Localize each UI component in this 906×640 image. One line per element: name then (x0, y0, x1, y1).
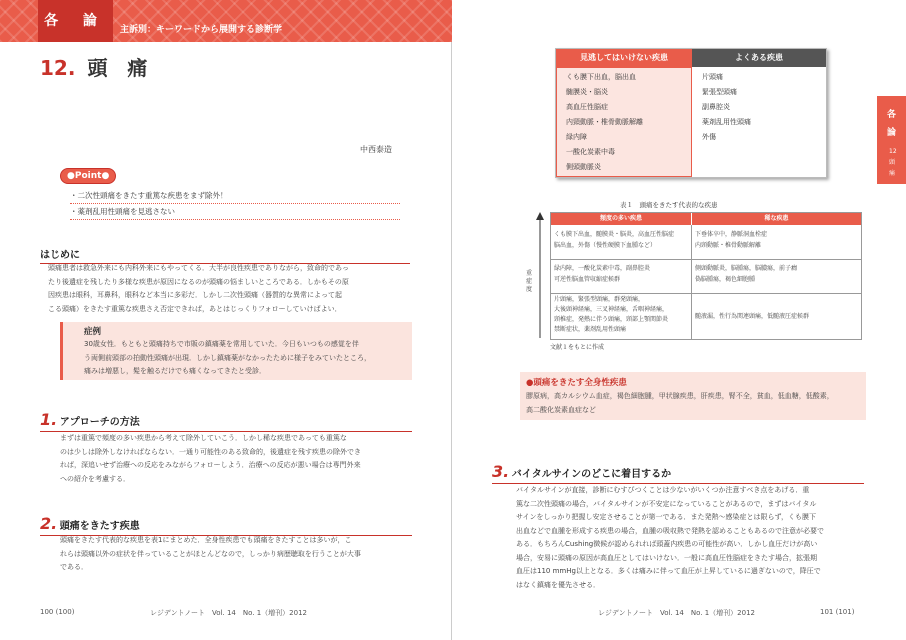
section2-heading: 2. 頭痛をきたす疾患 (40, 514, 412, 536)
header-subtitle: 主訴別：キーワードから展開する診断学 (120, 25, 283, 35)
table1-head-rare: 稀な疾患 (691, 213, 861, 225)
journal-footer: レジデントノート Vol. 14 No. 1（増刊）2012 (598, 609, 755, 617)
severity-label: 重症度 (526, 270, 533, 293)
table1-cell: 緑内障，一酸化炭素中毒，副鼻腔炎 可逆性脳血管収縮症候群 (554, 265, 651, 283)
table1 (550, 212, 862, 340)
point-item: ・二次性頭痛をきたす重篤な疾患をまず除外！ (70, 190, 400, 204)
point-item: ・薬剤乱用性頭痛を見逃さない (70, 206, 400, 220)
section-label: 各 論 (38, 0, 113, 42)
section3-body: バイタルサインが直接，診断にむすびつくことは少ないがいくつか注意すべき点をあげる．重 篤な二次性頭痛の場合，バイタルサインが不安定になっていることがあるので，まずはバイタル サインをしっかり把握し安定させることが第一である．また発熱～感染症とは限らず，くも膜下 出血などで血腫を形成する疾患の場合，血腫の吸収熱で発熱を認めることもあるので注意が必要で ある．もちろんCushing徴候が認められれば頭蓋内疾患の可能性が高い．しかし血圧だけが高い 場合，安易に頭痛の原因が高血圧としてはいけない．一般に高血圧性脳症をきたす場合，拡張期 血圧は110 mmHg以上となる．多くは痛みに伴って血圧が上昇しているに過ぎないので，降圧で はなく鎮痛を優先させる． (516, 486, 824, 589)
section2-body: 頭痛をきたす代表的な疾患を表1にまとめた．全身性疾患でも頭痛をきたすことは多いが，こ れらは頭痛以外の症状を伴っていることがほとんどなので，しっかり病歴聴取を行うことが大事 である． (60, 536, 361, 571)
table1-note: 文献１をもとに作成 (550, 344, 605, 351)
point-badge: ●Point● (60, 168, 116, 184)
section1-body: まずは重篤で頻度の多い疾患から考えて除外していこう．しかし稀な疾患であっても重篤な のは少しは除外しなければならない．一通り可能性のある致命的，後遺症を残す疾患の除外でき れば，深追いせず治療への反応をみながらフォローしよう．治療への反応が悪い場合は専門外来 への紹介を考慮する． (60, 434, 361, 483)
table1-cell: 片頭痛，緊張型頭痛，群発頭痛， 大後頭神経痛，三叉神経痛，舌咽神経痛， 頸椎症，発熱に伴う頭痛，頸部上顎関節炎 禁断症状，薬剤乱用性頭痛 (554, 296, 669, 333)
table1-cell: 髄液漏，性行為関連頭痛，低髄液圧症候群 (695, 313, 810, 320)
intro-body: 頭痛患者は救急外来にも内科外来にもやってくる．大半が良性疾患でありながら，致命的であっ たり後遺症を残したり多様な疾患が原因になるのが頭痛の悩ましいところである．しかもその原 因疾患は眼科，耳鼻科，眼科など本当に多彩だ．しかし二次性頭痛（器質的な異常によって起 こる頭痛）をきたす重篤な疾患さえ否定できれば，あとはじっくりフォローしていけばよい． (48, 264, 349, 313)
table1-cell: くも膜下出血，髄膜炎・脳炎，高血圧性脳症 脳出血，外傷（慢性硬膜下血腫など） (554, 231, 675, 249)
table1-cell: 下垂体卒中，静脈洞血栓症 内頸動脈・椎骨動脈解離 (695, 231, 768, 249)
page-number: 101 (101) (820, 608, 855, 616)
section3-heading: 3. バイタルサインのどこに着目するか (492, 462, 864, 484)
left-page (0, 0, 452, 640)
author: 中西泰造 (360, 145, 392, 154)
chapter-title (40, 52, 147, 81)
must-not-miss-items: くも膜下出血，脳出血 髄膜炎・脳炎 高血圧性脳症 内頸動脈・椎骨動脈解離 緑内障 一酸化炭素中毒 側頭動脈炎 (566, 73, 643, 171)
case-heading: 症例 (84, 327, 102, 337)
must-not-miss-header: 見逃してはいけない疾患 (556, 49, 692, 67)
systemic-title: ●頭痛をきたす全身性疾患 (526, 378, 627, 388)
table1-head-common: 頻度の多い疾患 (551, 213, 691, 225)
chapter-title-text: 頭 痛 (87, 56, 148, 80)
section1-heading: 1. アプローチの方法 (40, 410, 412, 432)
side-tab: 各 論 (877, 96, 906, 184)
intro-heading: はじめに (40, 246, 410, 264)
side-sub: 12 頭 痛 (889, 148, 897, 177)
systemic-body: 膠原病，高カルシウム血症，褐色細胞腫，甲状腺疾患，肝疾患，腎不全，貧血，低血糖，低酸素， 高二酸化炭素血症など (526, 392, 834, 414)
common-header: よくある疾患 (692, 49, 826, 67)
common-items: 片頭痛 緊張型頭痛 副鼻腔炎 薬剤乱用性頭痛 外傷 (702, 73, 751, 141)
case-body: 30歳女性．もともと頭痛持ちで市販の鎮痛薬を常用していた．今日もいつもの感覚を伴 う両側前頭部の拍動性頭痛が出現．しかし鎮痛薬がなかったために様子をみていたところ， 痛みは増悪し，髪を触るだけでも痛くなってきたと受診． (84, 340, 371, 375)
table1-cell: 側頭動脈炎，脳腫瘍，脳膿瘍，前子癇 偽脳腫瘍，褐色細胞腫 (695, 265, 798, 283)
table1-title: 表１ 頭痛をきたす代表的な疾患 (620, 201, 718, 209)
journal-footer: レジデントノート Vol. 14 No. 1（増刊）2012 (150, 609, 307, 617)
page-number: 100 (100) (40, 608, 75, 616)
severity-axis (526, 212, 546, 340)
chapter-number: 12. (40, 56, 76, 80)
